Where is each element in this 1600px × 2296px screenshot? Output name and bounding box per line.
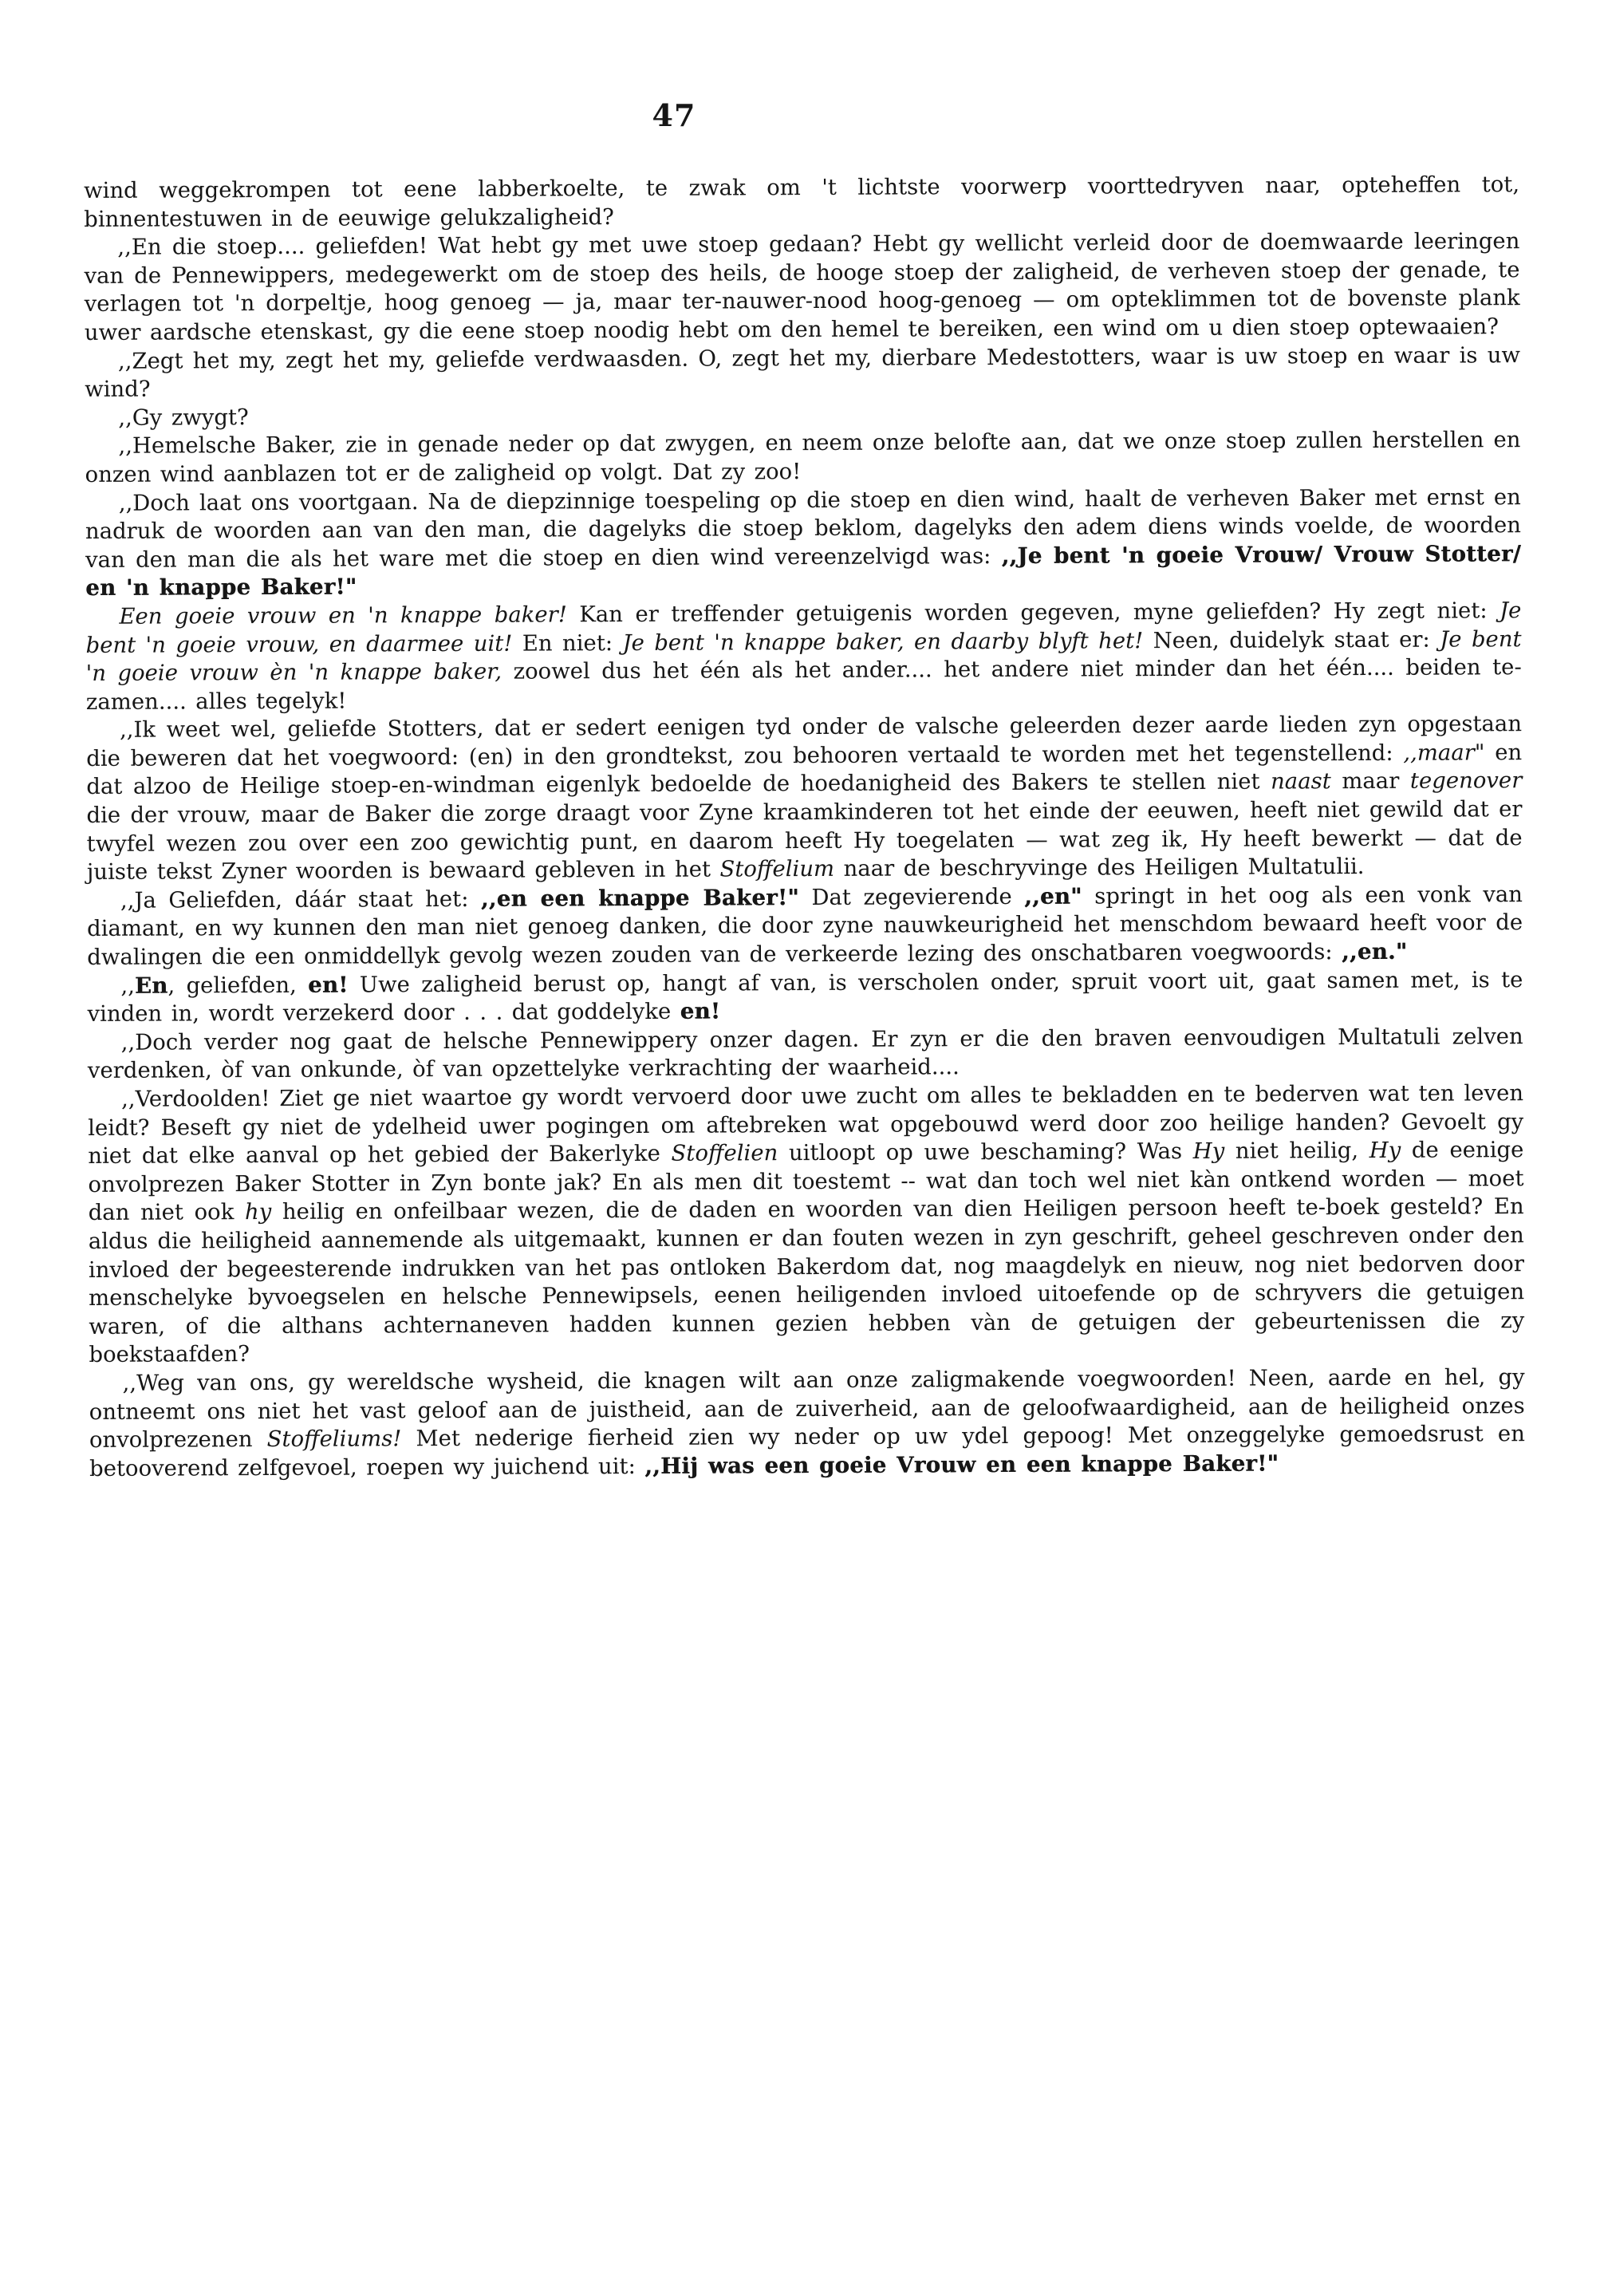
fraktur-text: en! xyxy=(308,972,349,998)
body-text: ,,En die stoep.... geliefden! Wat hebt gy met uwe stoep gedaan? Hebt gy wellicht verleid door de doemwaarde leeringen van de Pennewippers, medegewerkt om de stoep des heils, de hooge stoep der zaligheid, de verheven stoep der genade, te verlagen tot 'n dorpeltje, hoog genoeg — ja, maar ter-nauwer-nood hoog-genoeg — om opteklimmen tot de bovenste plank uwer aardsche etenskast, gy die eene stoep noodig hebt om den hemel te bereiken, een wind om u dien stoep optewaaien? xyxy=(84,228,1520,345)
body-text: en dat alzoo de Heilige stoep-en-windman eigenlyk bedoelde de hoedanigheid des Bakers te stellen niet xyxy=(86,740,1523,800)
body-text: ,,Hemelsche Baker, zie in genade neder op dat zwygen, en neem onze belofte aan, dat we onze stoep zullen herstellen en onzen wind aanblazen tot er de zaligheid op volgt. Dat zy zoo! xyxy=(85,427,1521,487)
italic-text: Je bent 'n goeie vrouw, en daarmee uit! xyxy=(85,598,1522,658)
paragraph xyxy=(84,171,1519,234)
paragraph xyxy=(84,227,1520,347)
body-text: wind weggekrompen tot eene labberkoelte, te zwak om 't lichtste voorwerp voorttedryven naar, opteheffen tot, binnentestuwen in de eeuwige gelukzaligheid? xyxy=(84,172,1520,232)
paragraph xyxy=(88,1023,1523,1086)
fraktur-text: en! xyxy=(680,998,721,1024)
fraktur-text: ,,en" xyxy=(1024,883,1082,909)
body-text: Uwe zaligheid berust op, hangt af van, is verscholen onder, spruit voort uit, gaat samen met, is te vinden in, wordt verzekerd door . . . dat goddelyke xyxy=(87,966,1523,1028)
body-text: ,,Ik weet wel, geliefde Stotters, dat er sedert eenigen tyd onder de valsche geleerden dezer aarde lieden zyn opgestaan die beweren dat het voegwoord: (en) in den grondtekst, zou behooren vertaald te worden met het tegenstellend: xyxy=(86,711,1523,771)
body-text: ,,Doch verder nog gaat de helsche Pennewippery onzer dagen. Er zyn er die den braven eenvoudigen Multatuli zelven verdenken, òf van onkunde, òf van opzettelyke verkrachting der waarheid.... xyxy=(87,1023,1523,1084)
page-body xyxy=(84,171,1525,1483)
fraktur-text: ,,en een knappe Baker!" xyxy=(480,884,799,912)
paragraph xyxy=(85,341,1520,404)
paragraph xyxy=(88,1079,1525,1370)
body-text: uitloopt op uwe beschaming? Was xyxy=(778,1138,1193,1166)
italic-text: Hy xyxy=(1192,1138,1225,1165)
italic-text: tegenover xyxy=(1409,767,1523,795)
fraktur-text: ,,en." xyxy=(1342,938,1408,965)
body-text: springt in het oog als een vonk van diamant, en wy kunnen den man niet genoeg danken, die door zyne nauwkeurigheid het menschdom bewaard heeft voor de dwalingen die een onmiddellyk gevolg wezen zouden van de verkeerde lezing des onschatbaren voegwoords: xyxy=(87,881,1523,971)
body-text: heilig en onfeilbaar wezen, die de daden en woorden van dien Heiligen persoon heeft te-boek gesteld? En aldus die heiligheid aannemende als uitgemaakt, kunnen er dan fouten wezen in zyn geschrift, geheel geschreven onder den invloed der begeesterende indrukken van het pas ontloken Bakerdom dat, nog maagdelyk en nieuw, nog niet bedorven door menschelyke byvoegselen en helsche Pennewipsels, eenen heiligenden invloed uitoefende op de schryvers die getuigen waren, of die althans achternaneven hadden kunnen gezien hebben vàn de getuigen der gebeurtenissen die zy boekstaafden? xyxy=(88,1193,1525,1368)
body-text: En niet: xyxy=(512,629,623,657)
paragraph xyxy=(86,710,1523,886)
body-text: ,,Ja Geliefden, dáár staat het: xyxy=(120,886,482,913)
italic-text: Je bent 'n knappe baker, en daarby blyft het! xyxy=(622,627,1144,656)
italic-text: Je bent 'n goeie vrouw èn 'n knappe baker, xyxy=(85,625,1522,687)
body-text: zoowel dus het één als het ander.... het andere niet minder dan het één.... beiden te-zamen.... alles tegelyk! xyxy=(85,654,1522,715)
italic-text: Stoffeliums! xyxy=(266,1426,402,1453)
fraktur-text: ,,Hij was een goeie Vrouw en een knappe Baker!" xyxy=(644,1450,1279,1479)
body-text: ,,Weg van ons, gy wereldsche wysheid, die knagen wilt aan onze zaligmakende voegwoorden! Neen, aarde en hel, gy ontneemt ons niet het vast geloof aan de juistheid, aan de zuiverheid, aan de geloofwaardigheid, aan de heiligheid onzes onvolprezenen xyxy=(89,1364,1525,1454)
body-text: ,,Verdoolden! Ziet ge niet waartoe gy wordt vervoerd door uwe zucht om alles te bekladden en te bederven wat ten leven leidt? Beseft gy niet de ydelheid uwer pogingen om aftebreken wat opgebouwd werd door zoo heilige handen? Gevoelt gy niet dat elke aanval op het gebied der Bakerlyke xyxy=(88,1080,1524,1170)
fraktur-text: En xyxy=(134,972,168,999)
italic-text: Stoffelium xyxy=(719,856,835,882)
body-text: Dat zegevierende xyxy=(798,883,1025,910)
italic-text: Stoffelien xyxy=(671,1140,778,1166)
body-text: Met nederige fierheid zien wy neder op uw ydel gepoog! Met onzeggelyke gemoedsrust en betooverend zelfgevoel, roepen wy juichend uit: xyxy=(89,1421,1525,1481)
paragraph xyxy=(87,966,1523,1029)
body-text: ,,Zegt het my, zegt het my, geliefde verdwaasden. O, zegt het my, dierbare Medestotters, waar is uw stoep en waar is uw wind? xyxy=(85,341,1521,403)
page-number: 47 xyxy=(652,97,696,133)
body-text: die der vrouw, maar de Baker die zorge draagt voor Zyne kraamkinderen tot het einde der eeuwen, heeft niet gewild dat er twyfel wezen zou over een zoo gewichtig punt, en daarom heeft Hy toegelaten — wat zeg ik, Hy heeft bewerkt — dat de juiste tekst Zyner woorden is bewaard gebleven in het xyxy=(86,796,1523,886)
body-text: ,, xyxy=(120,972,135,999)
paragraph xyxy=(87,881,1523,972)
body-text: , geliefden, xyxy=(167,972,309,999)
body-text: Neen, duidelyk staat er: xyxy=(1143,626,1440,653)
fraktur-text: ,,Je bent 'n goeie Vrouw/ Vrouw Stotter/ en 'n knappe Baker!" xyxy=(85,540,1522,602)
body-text: naar de beschryvinge des Heiligen Multatulii. xyxy=(834,854,1365,882)
body-text: niet heilig, xyxy=(1224,1138,1369,1164)
italic-text: naast xyxy=(1270,768,1331,795)
paragraph xyxy=(89,1363,1526,1483)
body-text: maar xyxy=(1330,768,1410,795)
body-text: ,,Doch laat ons voortgaan. Na de diepzinnige toespeling op die stoep en dien wind, haalt de verheven Baker met ernst en nadruk de woorden aan van den man, die dagelyks die stoep beklom, dagelyks den adem diens winds voelde, de woorden van den man die als het ware met die stoep en dien wind vereenzelvigd was: xyxy=(85,483,1521,573)
body-text: Kan er treffender getuigenis worden gegeven, myne geliefden? Hy zegt niet: xyxy=(566,598,1500,628)
italic-text: Een goeie vrouw en 'n knappe baker! xyxy=(119,602,567,629)
paragraph xyxy=(85,426,1520,489)
italic-text: ,,maar" xyxy=(1403,740,1485,766)
body-text: de eenige onvolprezen Baker Stotter in Zyn bonte jak? En als men dit toestemt -- wat dan toch wel niet kàn ontkend worden — moet dan niet ook xyxy=(88,1137,1524,1226)
italic-text: hy xyxy=(244,1199,272,1225)
italic-text: Hy xyxy=(1369,1137,1401,1164)
body-text: ,,Gy zwygt? xyxy=(118,404,249,431)
paragraph xyxy=(85,597,1522,716)
paragraph xyxy=(85,483,1522,603)
